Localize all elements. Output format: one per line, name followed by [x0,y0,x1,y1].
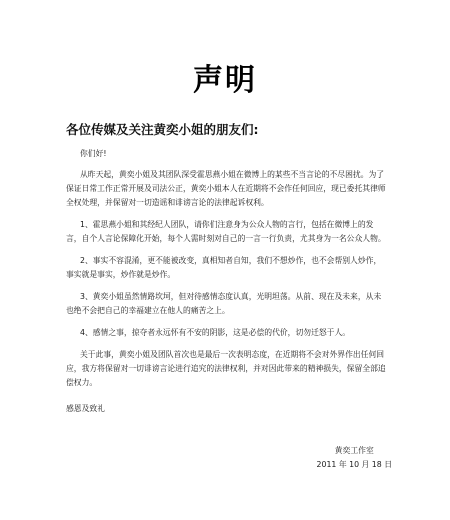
signature-name: 黄奕工作室 [334,446,374,455]
signature-date: 2011 年 10 月 18 日 [316,460,392,469]
salutation: 各位传媒及关注黄奕小姐的朋友们: [66,122,259,137]
paragraph-point-2: 2、事实不容混淆，更不能被改变，真相知者自知，我们不想炒作，也不会帮别人炒作，事实就是事实，炒作就是炒作。 [66,256,382,279]
signature-block [317,444,392,472]
paragraph-point-1: 1、霍思燕小姐和其经纪人团队，请你们注意身为公众人物的言行，包括在微博上的发言，自个人言论保障化开始，每个人需时刻对自己的一言一行负责，尤其身为一名公众人物。 [66,220,386,243]
greeting: 你们好! [80,149,107,158]
paragraph-point-4: 4、感情之事，掠夺者永远怀有不安的阴影，这是必偿的代价，切勿迁怒于人。 [80,328,351,337]
paragraph-point-3: 3、黄奕小姐虽然情路坎坷，但对待感情态度认真，光明坦荡。从前、现在及未来，从未也绝不会把自己的幸福建立在他人的痛苦之上。 [66,292,382,315]
document-title: 声明 [193,63,257,98]
paragraph-conclusion: 关于此事，黄奕小姐及团队首次也是最后一次表明态度，在近期将不会对外界作出任何回应，我方将保留对一切诽谤言论进行追究的法律权利，并对因此带来的精神损失，保留全部追偿权力。 [66,350,386,387]
document-body [66,147,388,424]
paragraph-intro: 从昨天起，黄奕小姐及其团队深受霍思燕小姐在微博上的某些不当言论的不尽困扰。为了保证日常工作正常开展及司法公正，黄奕小姐本人在近期将不会作任何回应，现已委托其律师全权处理，并保留对一切造谣和诽谤言论的法律起诉权利。 [66,170,386,207]
closing-line: 感恩及致礼 [66,404,105,413]
